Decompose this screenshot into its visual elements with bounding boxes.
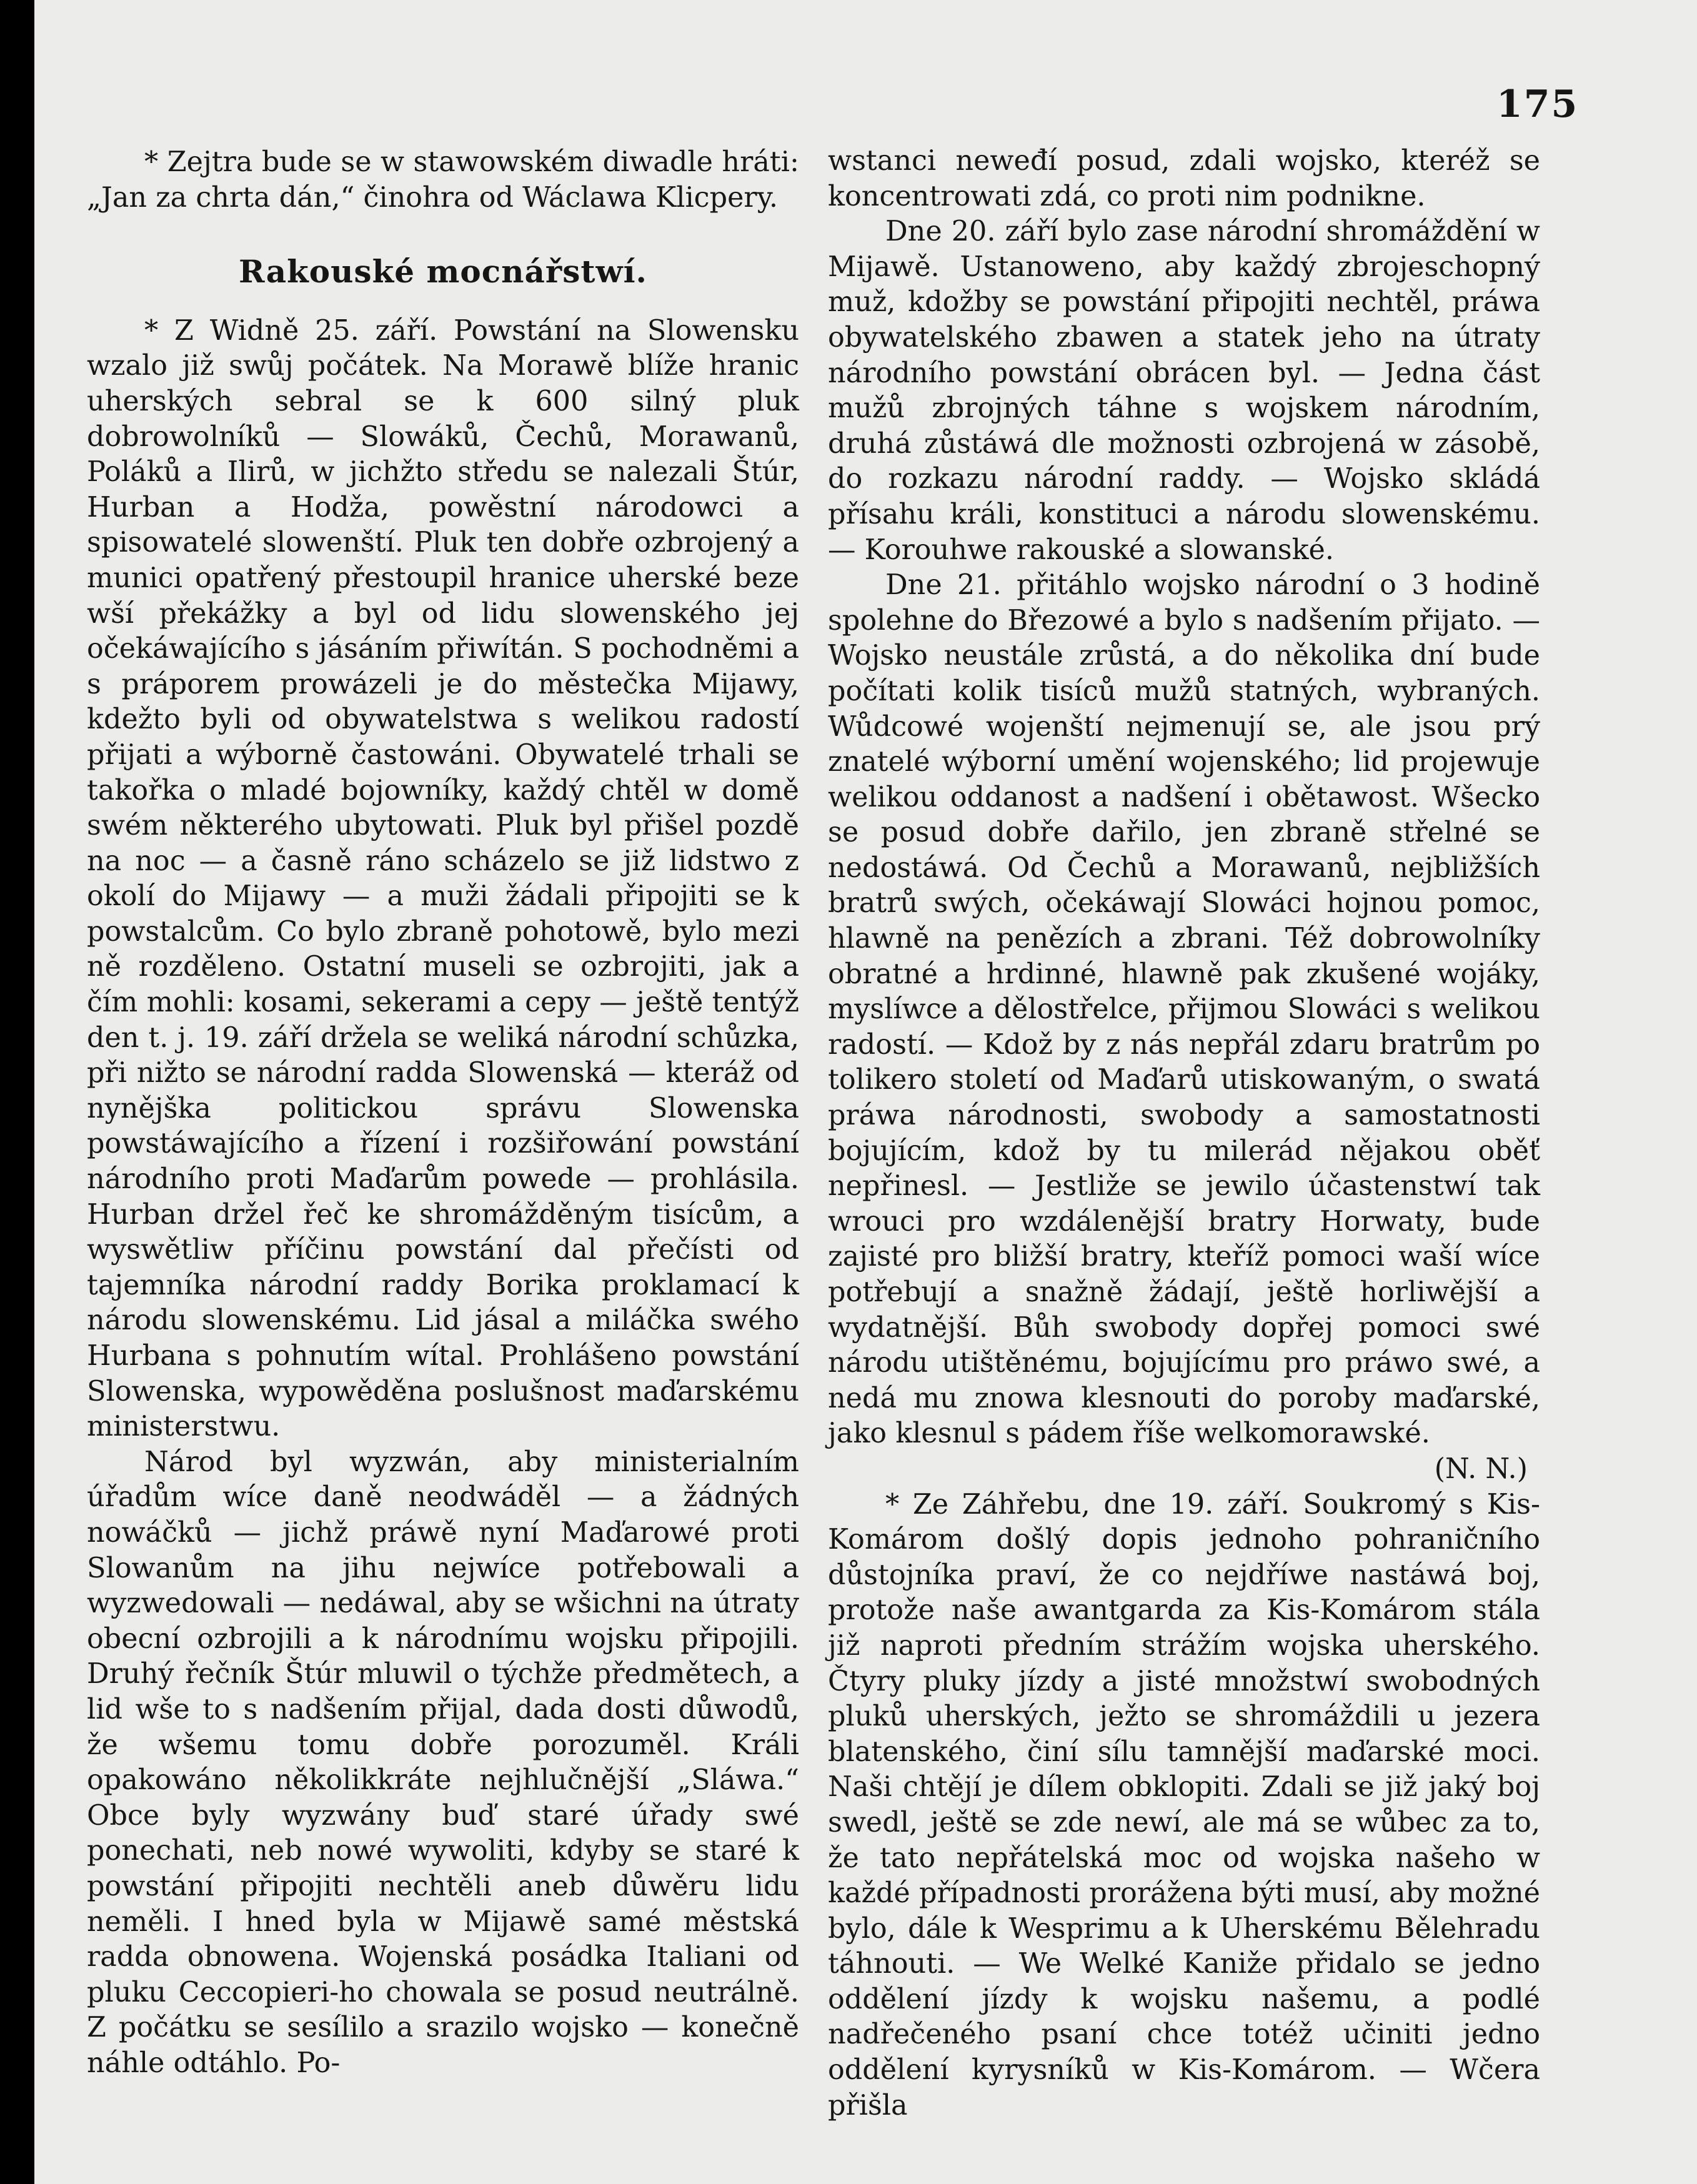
article-paragraph: wstanci neweđí posud, zdali wojsko, kteréž se koncentrowati zdá, co proti nim podnikne. [828,145,1540,212]
left-column [87,145,799,2081]
section-heading: Rakouské mocnářstwí. [239,253,647,290]
article-paragraph: Dne 21. přitáhlo wojsko národní o 3 hodině spolehne do Březowé a bylo s nadšením přijato. — Wojsko neustále zrůstá, a do několika dní bude počítati kolik tisíců mužů statných, wybraných. Wůdcowé wojenští nejmenují se, ale jsou prý znatelé wýborní umění wojenského; lid projewuje welikou oddanost a nadšení i obětawost. Wšecko se posud dobře dařilo, jen zbraně střelné se nedostáwá. Od Čechů a Morawanů, nejbližších bratrů swých, očekáwají Slowáci hojnou pomoc, hlawně na penězích a zbrani. Též dobrowolníky obratné a hrdinné, hlawně pak zkušené wojáky, myslíwce a dělostřelce, přijmou Slowáci s welikou radostí. — Kdož by z nás nepřál zdaru bratrům po tolikero století od Maďarů utiskowaným, o swatá práwa národnosti, swobody a samostatnosti bojujícím, kdož by tu milerád nějakou oběť nepřinesl. — Jestliže se jewilo účastenstwí tak wrouci pro wzdálenější bratry Horwaty, bude zajisté pro bližší bratry, kteříž pomoci waší wíce potřebují a snažně žádají, ještě horliwější a wydatnější. Bůh swobody dopřej pomoci swé národu utištěnému, bojujícímu pro práwo swé, a nedá mu znowa klesnouti do poroby maďarské, jako klesnul s pádem říše welkomorawské. [828,569,1540,1450]
article-paragraph: * Ze Záhřebu, dne 19. září. Soukromý s Kis-Komárom došlý dopis jednoho pohraničního důstojníka praví, že co nejdříwe nastáwá boj, protože naše awantgarda za Kis-Komárom stála již naproti předním strážím wojska uherského. Čtyry pluky jízdy a jisté množstwí swobodných pluků uherských, ježto se shromáždili u jezera blatenského, činí sílu tamnější maďarské moci. Naši chtějí je dílem obklopiti. Zdali se již jaký boj swedl, ještě se zde newí, ale má se wůbec za to, že tato nepřátelská moc od wojska našeho w každé případnosti prorážena býti musí, aby možné bylo, dále k Wesprimu a k Uherskému Bělehradu táhnouti. — We Welké Kaniže přidalo se jedno oddělení jízdy k wojsku našemu, a podlé nadřečeného psaní chce totéž učiniti jedno oddělení kyrysníků w Kis-Komárom. — Wčera přišla [828,1488,1540,2122]
article-signature: (N. N.) [1434,1452,1528,1485]
newspaper-page [34,0,1697,2184]
article-paragraph: Národ byl wyzwán, aby ministerialním úřadům wíce daně neodwáděl — a žádných nowáčků — jichž práwě nyní Maďarowé proti Slowanům na jihu nejwíce potřebowali a wyzwedowali — nedáwal, aby se wšichni na útraty obecní ozbrojili a k národnímu wojsku připojili. Druhý řečník Štúr mluwil o týchže předmětech, a lid wše to s nadšením přijal, dada dosti důwodů, že wšemu tomu dobře porozuměl. Králi opakowáno několikkráte nejhlučnější „Sláwa.“ Obce byly wyzwány buď staré úřady swé ponechati, neb nowé wywoliti, kdyby se staré k powstání připojiti nechtěli aneb důwěru lidu neměli. I hned byla w Mijawě samé městská radda obnowena. Wojenská posádka Italiani od pluku Ceccopieri-ho chowala se posud neutrálně. Z počátku se sesílilo a srazilo wojsko — konečně náhle odtáhlo. Po- [87,1446,799,2079]
theatre-notice: * Zejtra bude se w stawowském diwadle hráti: „Jan za chrta dán,“ činohra od Wáclawa Klicpery. [87,146,799,214]
right-column [828,144,1540,2123]
article-paragraph: Dne 20. září bylo zase národní shromáždění w Mijawě. Ustanoweno, aby každý zbrojeschopný muž, kdožby se powstání připojiti nechtěl, práwa obywatelského zbawen a statek jeho na útraty národního powstání obrácen byl. — Jedna část mužů zbrojných táhne s wojskem národním, druhá zůstáwá dle možnosti ozbrojená w zásobě, do rozkazu národní raddy. — Wojsko skládá přísahu králi, konstituci a národu slowenskému. — Korouhwe rakouské a slowanské. [828,216,1540,566]
article-paragraph: * Z Widně 25. září. Powstání na Slowensku wzalo již swůj počátek. Na Morawě blíže hranic uherských sebral se k 600 silný pluk dobrowolníků — Slowáků, Čechů, Morawanů, Poláků a Ilirů, w jichžto středu se nalezali Štúr, Hurban a Hodža, powěstní národowci a spisowatelé slowenští. Pluk ten dobře ozbrojený a munici opatřený přestoupil hranice uherské beze wší překážky a byl od lidu slowenského jej očekáwajícího s jásáním přiwítán. S pochodněmi a s práporem prowázeli je do městečka Mijawy, kdežto byli od obywatelstwa s welikou radostí přijati a wýborně častowáni. Obywatelé trhali se takořka o mladé bojowníky, každý chtěl w domě swém některého ubytowati. Pluk byl přišel pozdě na noc — a časně ráno scházelo se již lidstwo z okolí do Mijawy — a muži žádali připojiti se k powstalcům. Co bylo zbraně pohotowě, bylo mezi ně rozděleno. Ostatní museli se ozbrojiti, jak a čím mohli: kosami, sekerami a cepy — ještě tentýž den t. j. 19. září držela se weliká národní schůzka, při nižto se národní radda Slowenská — kteráž od nynějška politickou správu Slowenska powstáwajícího a řízení i rozšiřowání powstání národního proti Maďarům powede — prohlásila. Hurban držel řeč ke shromážděným tisícům, a wyswětliw příčinu powstání dal přečísti od tajemníka národní raddy Borika proklamací k národu slowenskému. Lid jásal a miláčka swého Hurbana s pohnutím wítal. Prohlášeno powstání Slowenska, wypowěděna poslušnost maďarskému ministerstwu. [87,314,799,1443]
page-number: 175 [1496,82,1579,126]
